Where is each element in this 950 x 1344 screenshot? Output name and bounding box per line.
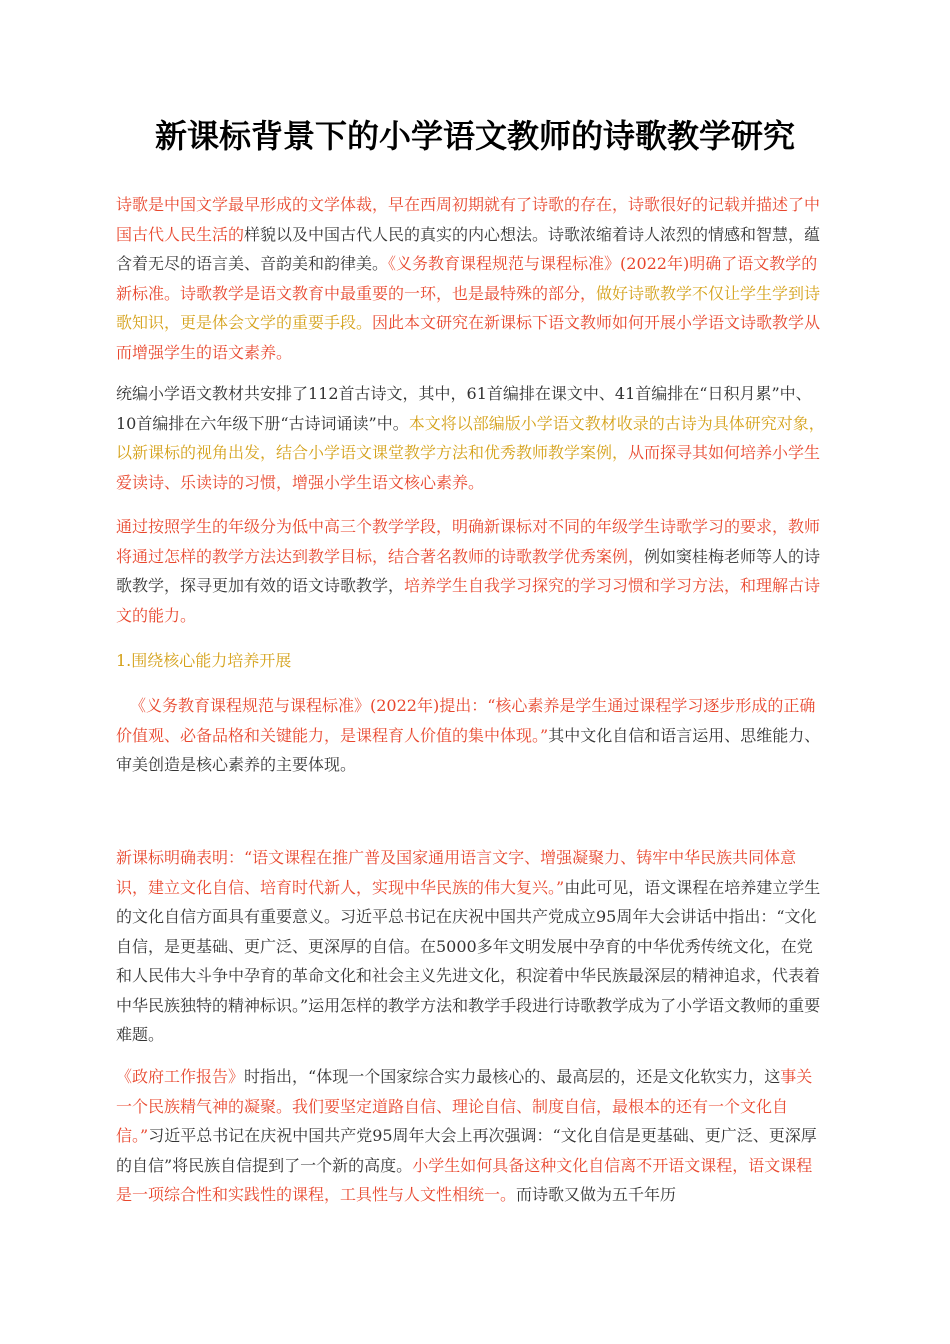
text-segment: 《义务教育课程规范与课程标准》(2022年)提出：“核心素养是学生通过课程学习逐步形成的正确价值观、必备品格和关键能力，是课程育人价值的集中体现。”: [116, 696, 816, 745]
paragraph-new-standard: [116, 843, 826, 1050]
paragraph-core-literacy: [116, 691, 826, 780]
text-segment: 统编小学语文教材共安排了112首古诗文，其中，61首编排在课文中、41首编排在“日积月累”中、10首编排在六年级下册“古诗词诵读”中。: [116, 384, 812, 433]
text-segment: 诗歌是中国文学最早形成的文学体裁，早在西周初期就有了诗歌的存在，诗歌很好的记载并描述了中国古代人民生活的: [116, 195, 821, 244]
text-segment: 由此可见，语文课程在培养建立学生的文化自信方面具有重要意义。习近平总书记在庆祝中国共产党成立95周年大会讲话中指出：“文化自信，是更基础、更广泛、更深厚的自信。在5000多年文明发展中孕育的中华优秀传统文化，在党和人民伟大斗争中孕育的革命文化和社会主义先进文化，积淀着中华民族最深层的精神追求，代表着中华民族独特的精神标识。”运用怎样的教学方法和教学手段进行诗歌教学成为了小学语文教师的重要难题。: [116, 877, 821, 1044]
section-heading-text: 1.围绕核心能力培养开展: [116, 651, 292, 670]
text-segment: 本文将以部编版小学语文教材收录的古诗为具体研究对象，以新课标的视角出发，结合小学语文课堂教学方法和优秀教师教学案例，: [116, 413, 825, 462]
text-segment: 样貌以及中国古代人民的真实的内心想法。诗歌浓缩着诗人浓烈的情感和智慧，蕴含着无尽的语言美、音韵美和韵律美。: [116, 224, 821, 273]
text-segment: 新课标明确表明：“语文课程在推广普及国家通用语言文字、增强凝聚力、铸牢中华民族共同体意识，建立文化自信、培育时代新人，实现中华民族的伟大复兴。”: [116, 848, 797, 897]
text-segment: 例如窦桂梅老师等人的诗歌教学，探寻更加有效的语文诗歌教学，: [116, 546, 821, 595]
text-segment: 通过按照学生的年级分为低中高三个教学学段，明确新课标对不同的年级学生诗歌学习的要求，教师将通过怎样的教学方法达到教学目标，结合著名教师的诗歌教学优秀案例，: [116, 517, 821, 566]
paragraph-textbook: [116, 379, 826, 497]
text-segment: 习近平总书记在庆祝中国共产党95周年大会上再次强调：“文化自信是更基础、更广泛、更深厚的自信”将民族自信提到了一个新的高度。: [116, 1126, 817, 1175]
text-segment: 小学生如何具备这种文化自信离不开语文课程，语文课程是一项综合性和实践性的课程，工具性与人文性相统一。: [116, 1155, 813, 1204]
text-segment: 从而探寻其如何培养小学生爱读诗、乐读诗的习惯，增强小学生语文核心素养。: [116, 443, 821, 492]
paragraph-grades: [116, 512, 826, 630]
paragraph-intro: [116, 190, 826, 367]
text-segment: 事关一个民族精气神的凝聚。我们要坚定道路自信、理论自信、制度自信，最根本的还有一个文化自信。”: [116, 1067, 813, 1145]
text-segment: 《义务教育课程规范与课程标准》(2022年)明确了语文教学的新标准。诗歌教学是语文教育中最重要的一环，也是最特殊的部分，: [116, 254, 818, 303]
text-segment: 因此本文研究在新课标下语文教师如何开展小学语文诗歌教学从而增强学生的语文素养。: [116, 313, 821, 362]
section-heading: [116, 646, 826, 676]
text-segment: 而诗歌又做为五千年历: [516, 1185, 677, 1204]
text-segment: 其中文化自信和语言运用、思维能力、审美创造是核心素养的主要体现。: [116, 725, 821, 774]
text-segment: 时指出，“体现一个国家综合实力最核心的、最高层的，还是文化软实力，这: [244, 1067, 781, 1086]
text-segment: 《政府工作报告》: [116, 1067, 245, 1086]
text-segment: 培养学生自我学习探究的学习习惯和学习方法，和理解古诗文的能力。: [116, 576, 821, 625]
document-title: 新课标背景下的小学语文教师的诗歌教学研究: [154, 117, 795, 155]
text-segment: 做好诗歌教学不仅让学生学到诗歌知识，更是体会文学的重要手段。: [116, 283, 821, 332]
paragraph-government-report: [116, 1062, 826, 1210]
